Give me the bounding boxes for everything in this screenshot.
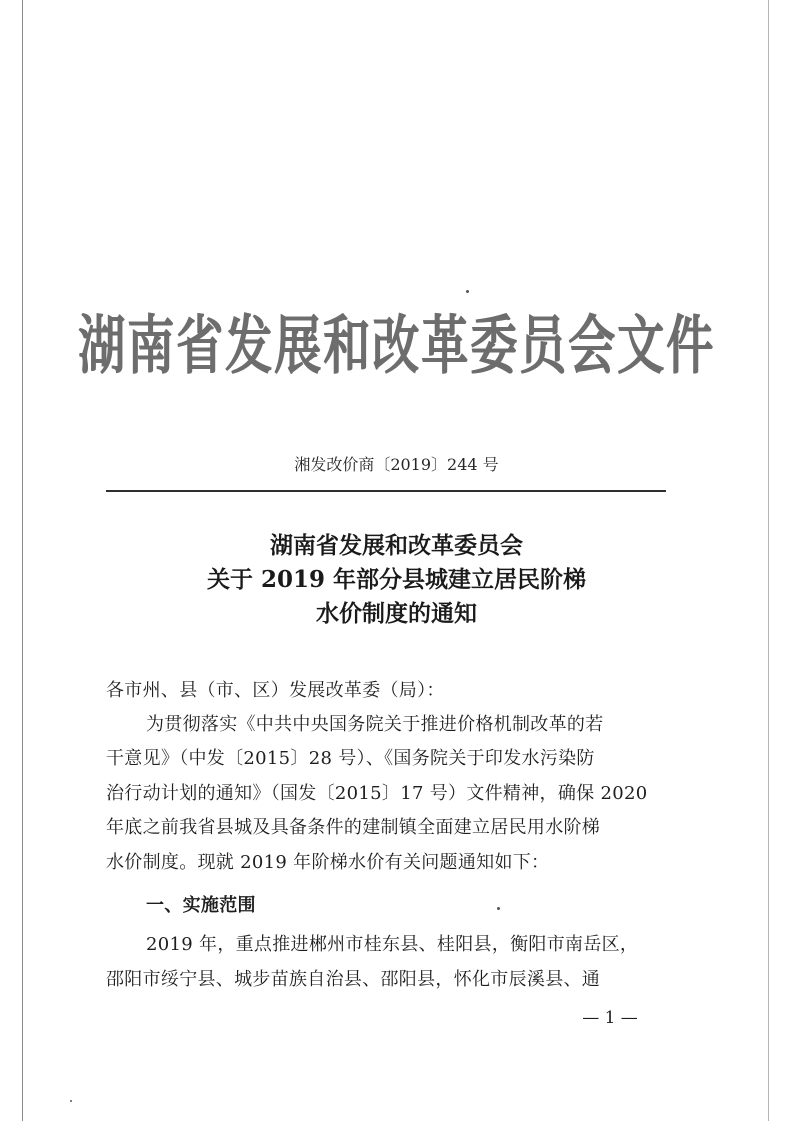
paragraph-line: 邵阳市绥宁县、城步苗族自治县、邵阳县，怀化市辰溪县、通 (106, 969, 601, 990)
notice-title-line-1: 湖南省发展和改革委员会 (270, 532, 523, 559)
document-number: 湘发改价商〔2019〕244 号 (294, 455, 499, 474)
salutation: 各市州、县（市、区）发展改革委（局）： (106, 680, 445, 701)
document-header-title: 湖南省发展和改革委员会文件 (78, 309, 715, 384)
paragraph-line: 治行动计划的通知》（国发〔2015〕17 号）文件精神，确保 2020 (106, 783, 648, 804)
paragraph-line: 为贯彻落实《中共中央国务院关于推进价格机制改革的若 (146, 714, 604, 735)
notice-title-line-2: 关于 2019 年部分县城建立居民阶梯 (206, 566, 587, 593)
paragraph-line: 干意见》（中发〔2015〕28 号）、《国务院关于印发水污染防 (106, 748, 595, 769)
scan-speck (466, 290, 469, 293)
paragraph-line: 水价制度。现就 2019 年阶梯水价有关问题通知如下： (106, 852, 550, 873)
scan-speck (70, 1100, 72, 1102)
section-heading: 一、实施范围 (146, 895, 256, 916)
page-number: — 1 — (582, 1008, 638, 1028)
scan-speck (497, 907, 500, 910)
paragraph-line: 2019 年，重点推进郴州市桂东县、桂阳县，衡阳市南岳区， (146, 934, 639, 955)
header-divider-line (106, 490, 666, 492)
paragraph-line: 年底之前我省县城及具备条件的建制镇全面建立居民用水阶梯 (106, 817, 601, 838)
notice-title-line-3: 水价制度的通知 (316, 600, 477, 627)
